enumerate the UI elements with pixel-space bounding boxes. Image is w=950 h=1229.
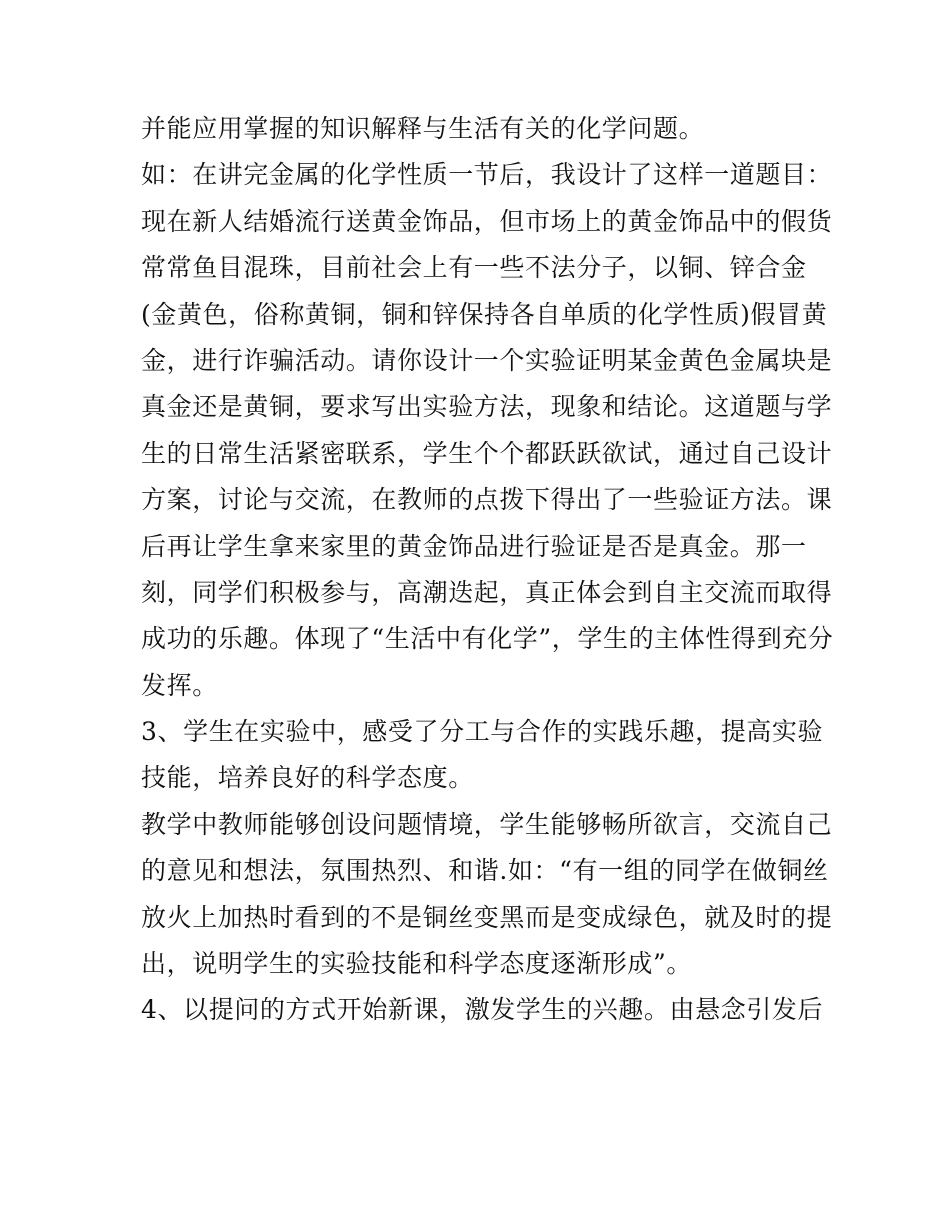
- text-line: 生的日常生活紧密联系，学生个个都跃跃欲试，通过自己设计: [141, 438, 833, 468]
- text-line: 4、以提问的方式开始新课，激发学生的兴趣。由悬念引发后: [141, 995, 824, 1025]
- text-line: 如：在讲完金属的化学性质一节后，我设计了这样一道题目：: [141, 160, 833, 190]
- text-line: 后再让学生拿来家里的黄金饰品进行验证是否是真金。那一: [141, 531, 807, 561]
- text-line: 3、学生在实验中，感受了分工与合作的实践乐趣，提高实验: [141, 717, 824, 747]
- text-line: 方案，讨论与交流，在教师的点拨下得出了一些验证方法。课: [141, 485, 833, 515]
- text-line: 并能应用掌握的知识解释与生活有关的化学问题。: [141, 114, 705, 143]
- text-line: 发挥。: [141, 670, 218, 700]
- text-line: 出，说明学生的实验技能和科学态度逐渐形成”。: [141, 949, 692, 979]
- text-line: 真金还是黄铜，要求写出实验方法，现象和结论。这道题与学: [141, 392, 833, 422]
- text-line: (金黄色，俗称黄铜，铜和锌保持各自单质的化学性质)假冒黄: [141, 299, 828, 329]
- body-text: [141, 106, 834, 1034]
- text-line: 技能，培养良好的科学态度。: [141, 763, 474, 793]
- text-line: 金，进行诈骗活动。请你设计一个实验证明某金黄色金属块是: [141, 345, 833, 375]
- text-line: 常常鱼目混珠，目前社会上有一些不法分子，以铜、锌合金: [141, 253, 807, 283]
- text-line: 放火上加热时看到的不是铜丝变黑而是变成绿色，就及时的提: [141, 902, 833, 932]
- text-line: 的意见和想法，氛围热烈、和谐.如：“有一组的同学在做铜丝: [141, 856, 829, 886]
- text-line: 刻，同学们积极参与，高潮迭起，真正体会到自主交流而取得: [141, 577, 833, 607]
- text-line: 教学中教师能够创设问题情境，学生能够畅所欲言，交流自己: [141, 809, 833, 839]
- text-line: 成功的乐趣。体现了“生活中有化学”，学生的主体性得到充分: [141, 624, 834, 654]
- text-line: 现在新人结婚流行送黄金饰品，但市场上的黄金饰品中的假货: [141, 206, 833, 236]
